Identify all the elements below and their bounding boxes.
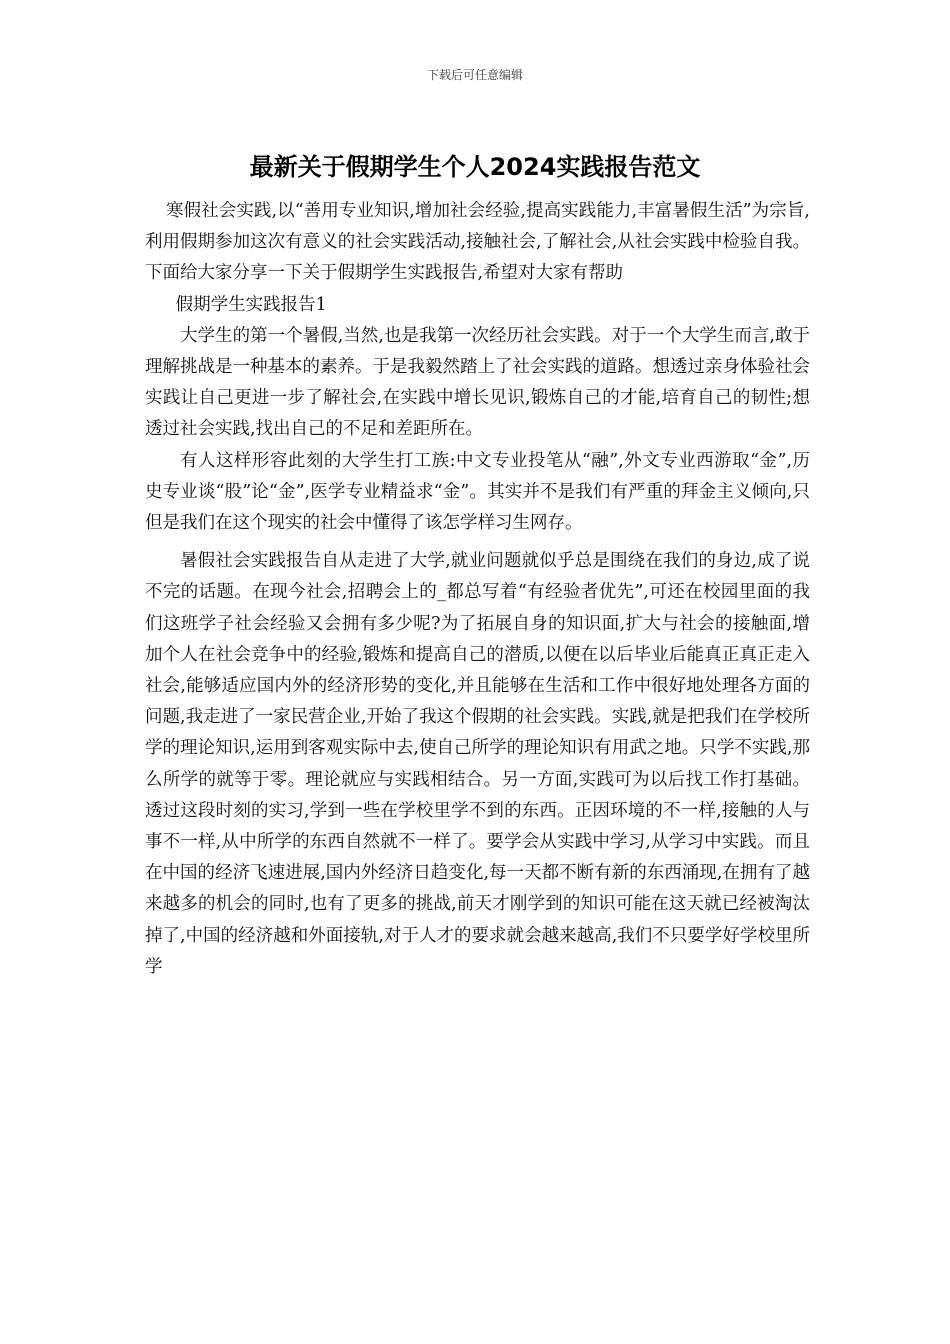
body-paragraph: 有人这样形容此刻的大学生打工族:中文专业投笔从“融”,外文专业西游取“金”,历史专业谈“股”论“金”,医学专业精益求“金”。其实并不是我们有严重的拜金主义倾向,只但是我们在这个现实的社会中懂得了该怎学样习生网存。: [145, 450, 810, 534]
body-paragraph: 暑假社会实践报告自从走进了大学,就业问题就似乎总是围绕在我们的身边,成了说不完的话题。在现今社会,招聘会上的_都总写着“有经验者优先”,可还在校园里面的我们这班学子社会经验又会拥有多少呢?为了拓展自身的知识面,扩大与社会的接触面,增加个人在社会竞争中的经验,锻炼和提高自己的潜质,以便在以后毕业后能真正真正走入社会,能够适应国内外的经济形势的变化,并且能够在生活和工作中很好地处理各方面的问题,我走进了一家民营企业,开始了我这个假期的社会实践。实践,就是把我们在学校所学的理论知识,运用到客观实际中去,使自己所学的理论知识有用武之地。只学不实践,那么所学的就等于零。理论就应与实践相结合。另一方面,实践可为以后找工作打基础。透过这段时刻的实习,学到一些在学校里学不到的东西。正因环境的不一样,接触的人与事不一样,从中所学的东西自然就不一样了。要学会从实践中学习,从学习中实践。而且在中国的经济飞速进展,国内外经济日趋变化,每一天都不断有新的东西涌现,在拥有了越来越多的机会的同时,也有了更多的挑战,前天才刚学到的知识可能在这天就已经被淘汰掉了,中国的经济越和外面接轨,对于人才的要求就会越来越高,我们不只要学好学校里所学: [145, 551, 810, 977]
header-note: 下载后可任意编辑: [426, 68, 523, 82]
section-heading: 假期学生实践报告1: [175, 294, 327, 315]
body-paragraph: 大学生的第一个暑假,当然,也是我第一次经历社会实践。对于一个大学生而言,敢于理解挑战是一种基本的素养。于是我毅然踏上了社会实践的道路。想透过亲身体验社会实践让自己更进一步了解社会,在实践中增长见识,锻炼自己的才能,培育自己的韧性;想透过社会实践,找出自己的不足和差距所在。: [145, 325, 810, 440]
intro-paragraph: 寒假社会实践,以“善用专业知识,增加社会经验,提高实践能力,丰富暑假生活”为宗旨,利用假期参加这次有意义的社会实践活动,接触社会,了解社会,从社会实践中检验自我。下面给大家分享一下关于假期学生实践报告,希望对大家有帮助: [145, 201, 810, 284]
document-title: 最新关于假期学生个人2024实践报告范文: [249, 153, 701, 181]
document-body: [145, 196, 810, 983]
